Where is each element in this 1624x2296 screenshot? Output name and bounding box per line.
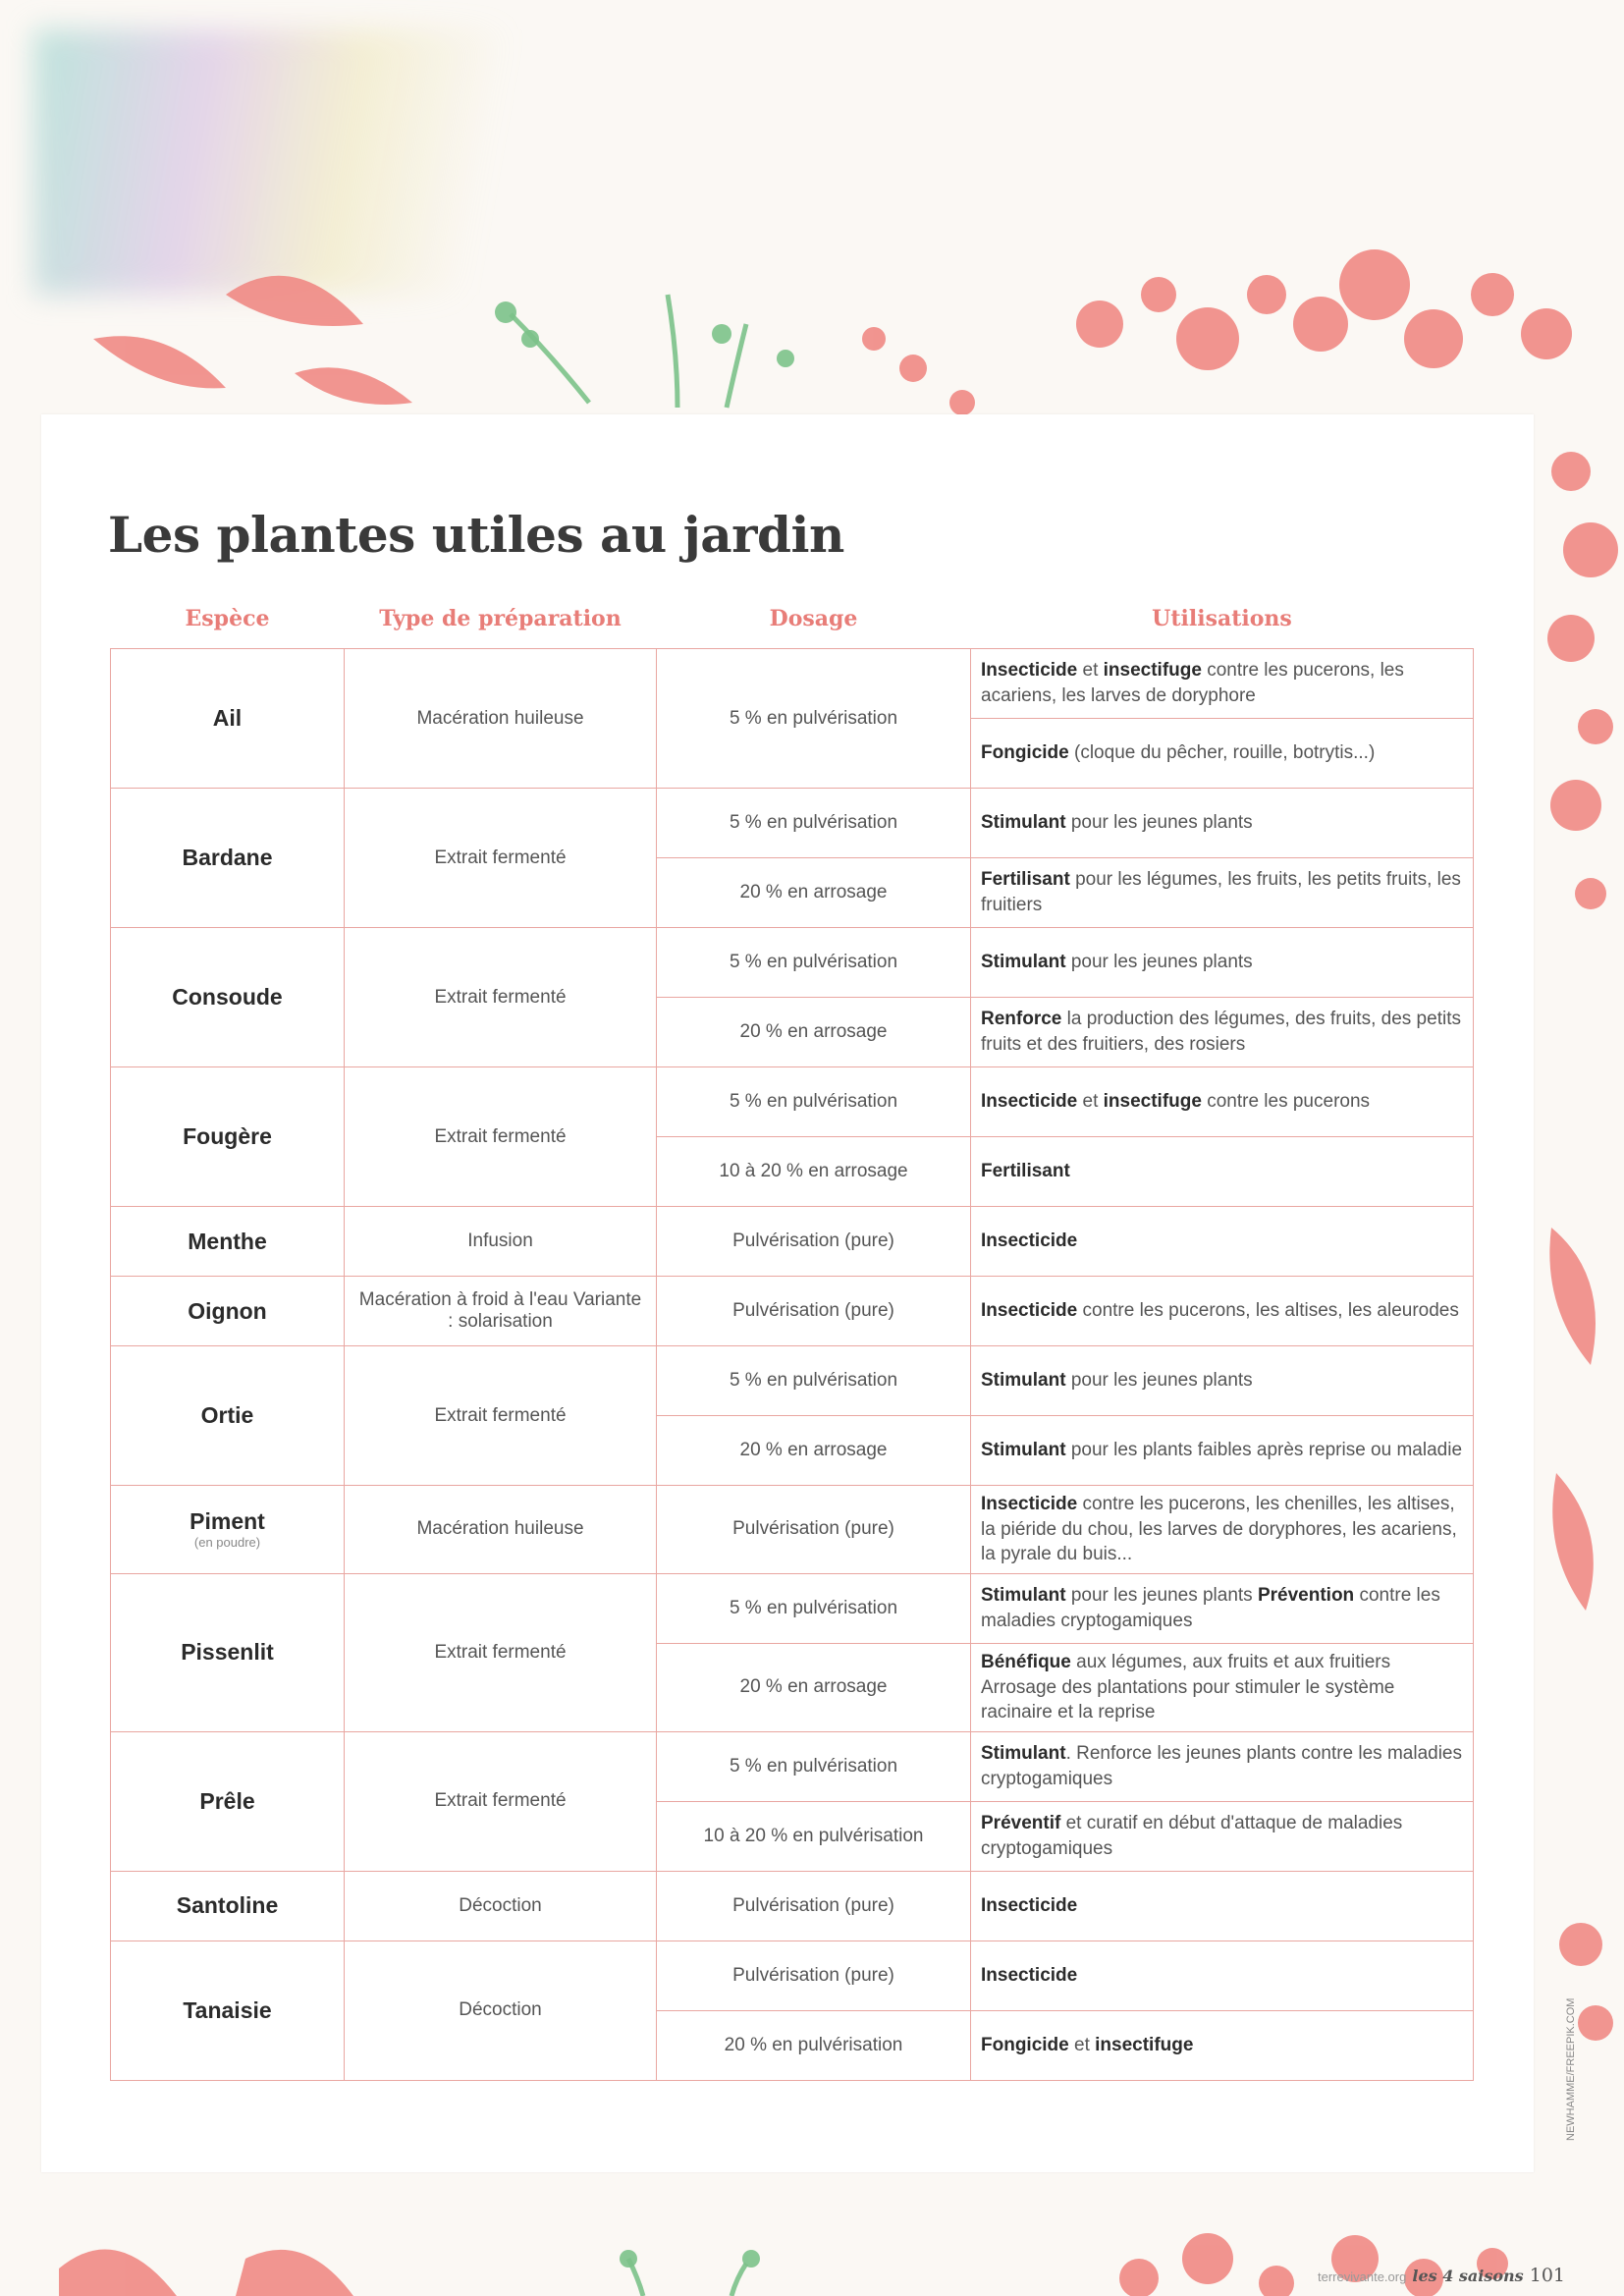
species-name: Menthe	[188, 1228, 267, 1254]
dosage-cell: 5 % en pulvérisation	[657, 1731, 971, 1801]
usage-cell	[971, 1067, 1474, 1137]
table-row	[111, 1067, 1474, 1137]
usage-keyword: Insecticide	[981, 1895, 1078, 1917]
table-row	[111, 1346, 1474, 1416]
usage-cell	[971, 1137, 1474, 1207]
usage-text: pour les légumes, les fruits, les petits fruits, les fruitiers	[981, 869, 1461, 915]
usage-text: contre les pucerons, les chenilles, les altises, la piéride du chou, les larves de doryphores, les acariens, la pyrale du buis...	[981, 1494, 1457, 1565]
preparation-cell: Extrait fermenté	[345, 1731, 657, 1871]
usage-keyword: Stimulant	[981, 1743, 1066, 1765]
usage-keyword: Fertilisant	[981, 869, 1070, 891]
dosage-cell: 20 % en arrosage	[657, 1416, 971, 1486]
dosage-cell: 5 % en pulvérisation	[657, 1346, 971, 1416]
dosage-cell: 20 % en arrosage	[657, 858, 971, 928]
usage-keyword: Insecticide	[981, 1965, 1078, 1987]
usage-keyword: Insecticide	[981, 660, 1078, 682]
usage-keyword: Prévention	[1257, 1585, 1355, 1607]
table-row	[111, 1486, 1474, 1574]
usage-text: aux légumes, aux fruits et aux fruitiers Arrosage des plantations pour stimuler le système racinaire et la reprise	[981, 1651, 1395, 1723]
plants-body	[111, 649, 1474, 2081]
species-cell	[111, 1067, 345, 1207]
species-name: Santoline	[176, 1892, 279, 1919]
species-name: Bardane	[182, 845, 273, 870]
table-row	[111, 1941, 1474, 2010]
page-title: Les plantes utiles au jardin	[108, 506, 844, 564]
image-credit: NEWHAMME/FREEPIK.COM	[1565, 1997, 1577, 2141]
usage-keyword: insectifuge	[1103, 660, 1202, 682]
plants-table	[110, 589, 1474, 2081]
preparation-cell: Extrait fermenté	[345, 1346, 657, 1486]
species-name: Prêle	[199, 1787, 255, 1814]
header-dosage: Dosage	[769, 606, 858, 631]
usage-text: pour les jeunes plants	[1065, 812, 1253, 834]
species-name: Tanaisie	[183, 1996, 272, 2023]
usage-keyword: Stimulant	[981, 952, 1066, 973]
dosage-cell: 5 % en pulvérisation	[657, 1067, 971, 1137]
preparation-cell: Infusion	[345, 1207, 657, 1277]
page-number: 101	[1529, 2265, 1565, 2286]
usage-cell	[971, 2010, 1474, 2080]
usage-text: contre les pucerons	[1201, 1091, 1371, 1113]
usage-keyword: insectifuge	[1095, 2035, 1194, 2056]
header-species: Espèce	[185, 606, 270, 631]
usage-text: et curatif en début d'attaque de maladies cryptogamiques	[981, 1813, 1403, 1859]
usage-keyword: Insecticide	[981, 1230, 1078, 1252]
species-name: Oignon	[188, 1297, 267, 1324]
preparation-cell: Décoction	[345, 1941, 657, 2080]
table-row	[111, 789, 1474, 858]
usage-keyword: Stimulant	[981, 1585, 1066, 1607]
dosage-cell: Pulvérisation (pure)	[657, 1486, 971, 1574]
species-cell	[111, 1277, 345, 1346]
usage-text: et	[1077, 1091, 1104, 1113]
usage-cell	[971, 649, 1474, 719]
usage-cell	[971, 858, 1474, 928]
species-cell	[111, 1207, 345, 1277]
dosage-cell: 20 % en pulvérisation	[657, 2010, 971, 2080]
usage-text: pour les jeunes plants	[1065, 1370, 1253, 1392]
usage-cell	[971, 1207, 1474, 1277]
usage-cell	[971, 1346, 1474, 1416]
header-uses: Utilisations	[1152, 606, 1292, 631]
species-name: Fougère	[183, 1123, 272, 1149]
usage-text: pour les plants faibles après reprise ou maladie	[1065, 1440, 1463, 1461]
preparation-cell: Décoction	[345, 1871, 657, 1941]
dosage-cell: Pulvérisation (pure)	[657, 1207, 971, 1277]
usage-text: contre les pucerons, les acariens, les larves de doryphore	[981, 660, 1404, 706]
table-row	[111, 649, 1474, 719]
dosage-cell: Pulvérisation (pure)	[657, 1871, 971, 1941]
site-url: terrevivante.org	[1318, 2269, 1407, 2284]
dosage-cell: 5 % en pulvérisation	[657, 789, 971, 858]
usage-text: contre les pucerons, les altises, les aleurodes	[1077, 1300, 1459, 1322]
usage-cell	[971, 1277, 1474, 1346]
preparation-cell: Macération huileuse	[345, 1486, 657, 1574]
usage-text: la production des légumes, des fruits, des petits fruits et des fruitiers, des rosiers	[981, 1009, 1461, 1055]
usage-text: et	[1068, 2035, 1096, 2056]
usage-text: et	[1077, 660, 1104, 682]
page-footer	[1318, 2265, 1565, 2286]
usage-cell	[971, 1871, 1474, 1941]
species-cell	[111, 928, 345, 1067]
species-name: Ortie	[200, 1402, 254, 1428]
preparation-cell: Extrait fermenté	[345, 928, 657, 1067]
species-cell	[111, 1346, 345, 1486]
usage-keyword: Stimulant	[981, 1440, 1066, 1461]
species-cell	[111, 649, 345, 789]
species-cell	[111, 789, 345, 928]
species-cell	[111, 1486, 345, 1574]
usage-text: . Renforce les jeunes plants contre les maladies cryptogamiques	[981, 1743, 1462, 1789]
dosage-cell: 20 % en arrosage	[657, 998, 971, 1067]
dosage-cell: 20 % en arrosage	[657, 1643, 971, 1731]
usage-keyword: Renforce	[981, 1009, 1062, 1030]
species-cell	[111, 1573, 345, 1731]
species-note: (en poudre)	[193, 1535, 261, 1551]
usage-text: pour les jeunes plants	[1065, 952, 1253, 973]
table-row	[111, 1573, 1474, 1643]
species-name: Consoude	[172, 984, 283, 1010]
usage-keyword: Bénéfique	[981, 1651, 1071, 1672]
preparation-cell: Macération à froid à l'eau Variante : solarisation	[345, 1277, 657, 1346]
table-row	[111, 1277, 1474, 1346]
dosage-cell: Pulvérisation (pure)	[657, 1941, 971, 2010]
usage-keyword: Fongicide	[981, 742, 1069, 764]
usage-keyword: Fertilisant	[981, 1161, 1070, 1182]
usage-keyword: Préventif	[981, 1813, 1061, 1834]
dosage-cell: Pulvérisation (pure)	[657, 1277, 971, 1346]
species-name: Ail	[212, 705, 243, 731]
table-row	[111, 1871, 1474, 1941]
usage-keyword: Insecticide	[981, 1091, 1078, 1113]
usage-cell	[971, 1643, 1474, 1731]
magazine-name: les 4 saisons	[1412, 2267, 1524, 2285]
dosage-cell: 10 à 20 % en arrosage	[657, 1137, 971, 1207]
table-row	[111, 1207, 1474, 1277]
usage-keyword: Insecticide	[981, 1300, 1078, 1322]
species-cell	[111, 1731, 345, 1871]
usage-cell	[971, 1801, 1474, 1871]
usage-text: contre les maladies cryptogamiques	[981, 1585, 1440, 1631]
usage-cell	[971, 789, 1474, 858]
dosage-cell: 5 % en pulvérisation	[657, 649, 971, 789]
usage-keyword: Stimulant	[981, 1370, 1066, 1392]
usage-cell	[971, 1486, 1474, 1574]
usage-cell	[971, 998, 1474, 1067]
usage-text: (cloque du pêcher, rouille, botrytis...)	[1068, 742, 1376, 764]
usage-cell	[971, 1416, 1474, 1486]
species-name: Piment	[189, 1508, 265, 1535]
usage-cell	[971, 1941, 1474, 2010]
usage-cell	[971, 928, 1474, 998]
dosage-cell: 5 % en pulvérisation	[657, 1573, 971, 1643]
preparation-cell: Extrait fermenté	[345, 1573, 657, 1731]
usage-text: pour les jeunes plants	[1065, 1585, 1258, 1607]
species-cell	[111, 1871, 345, 1941]
usage-keyword: Stimulant	[981, 812, 1066, 834]
species-cell	[111, 1941, 345, 2080]
table-row	[111, 928, 1474, 998]
dosage-cell: 10 à 20 % en pulvérisation	[657, 1801, 971, 1871]
usage-cell	[971, 1573, 1474, 1643]
table-row	[111, 1731, 1474, 1801]
preparation-cell: Extrait fermenté	[345, 789, 657, 928]
preparation-cell: Extrait fermenté	[345, 1067, 657, 1207]
usage-keyword: Fongicide	[981, 2035, 1069, 2056]
preparation-cell: Macération huileuse	[345, 649, 657, 789]
header-row	[111, 589, 1474, 649]
usage-keyword: Insecticide	[981, 1494, 1078, 1514]
species-name: Pissenlit	[181, 1639, 274, 1666]
usage-cell	[971, 719, 1474, 789]
usage-keyword: insectifuge	[1103, 1091, 1202, 1113]
usage-cell	[971, 1731, 1474, 1801]
header-preparation: Type de préparation	[379, 606, 622, 631]
dosage-cell: 5 % en pulvérisation	[657, 928, 971, 998]
